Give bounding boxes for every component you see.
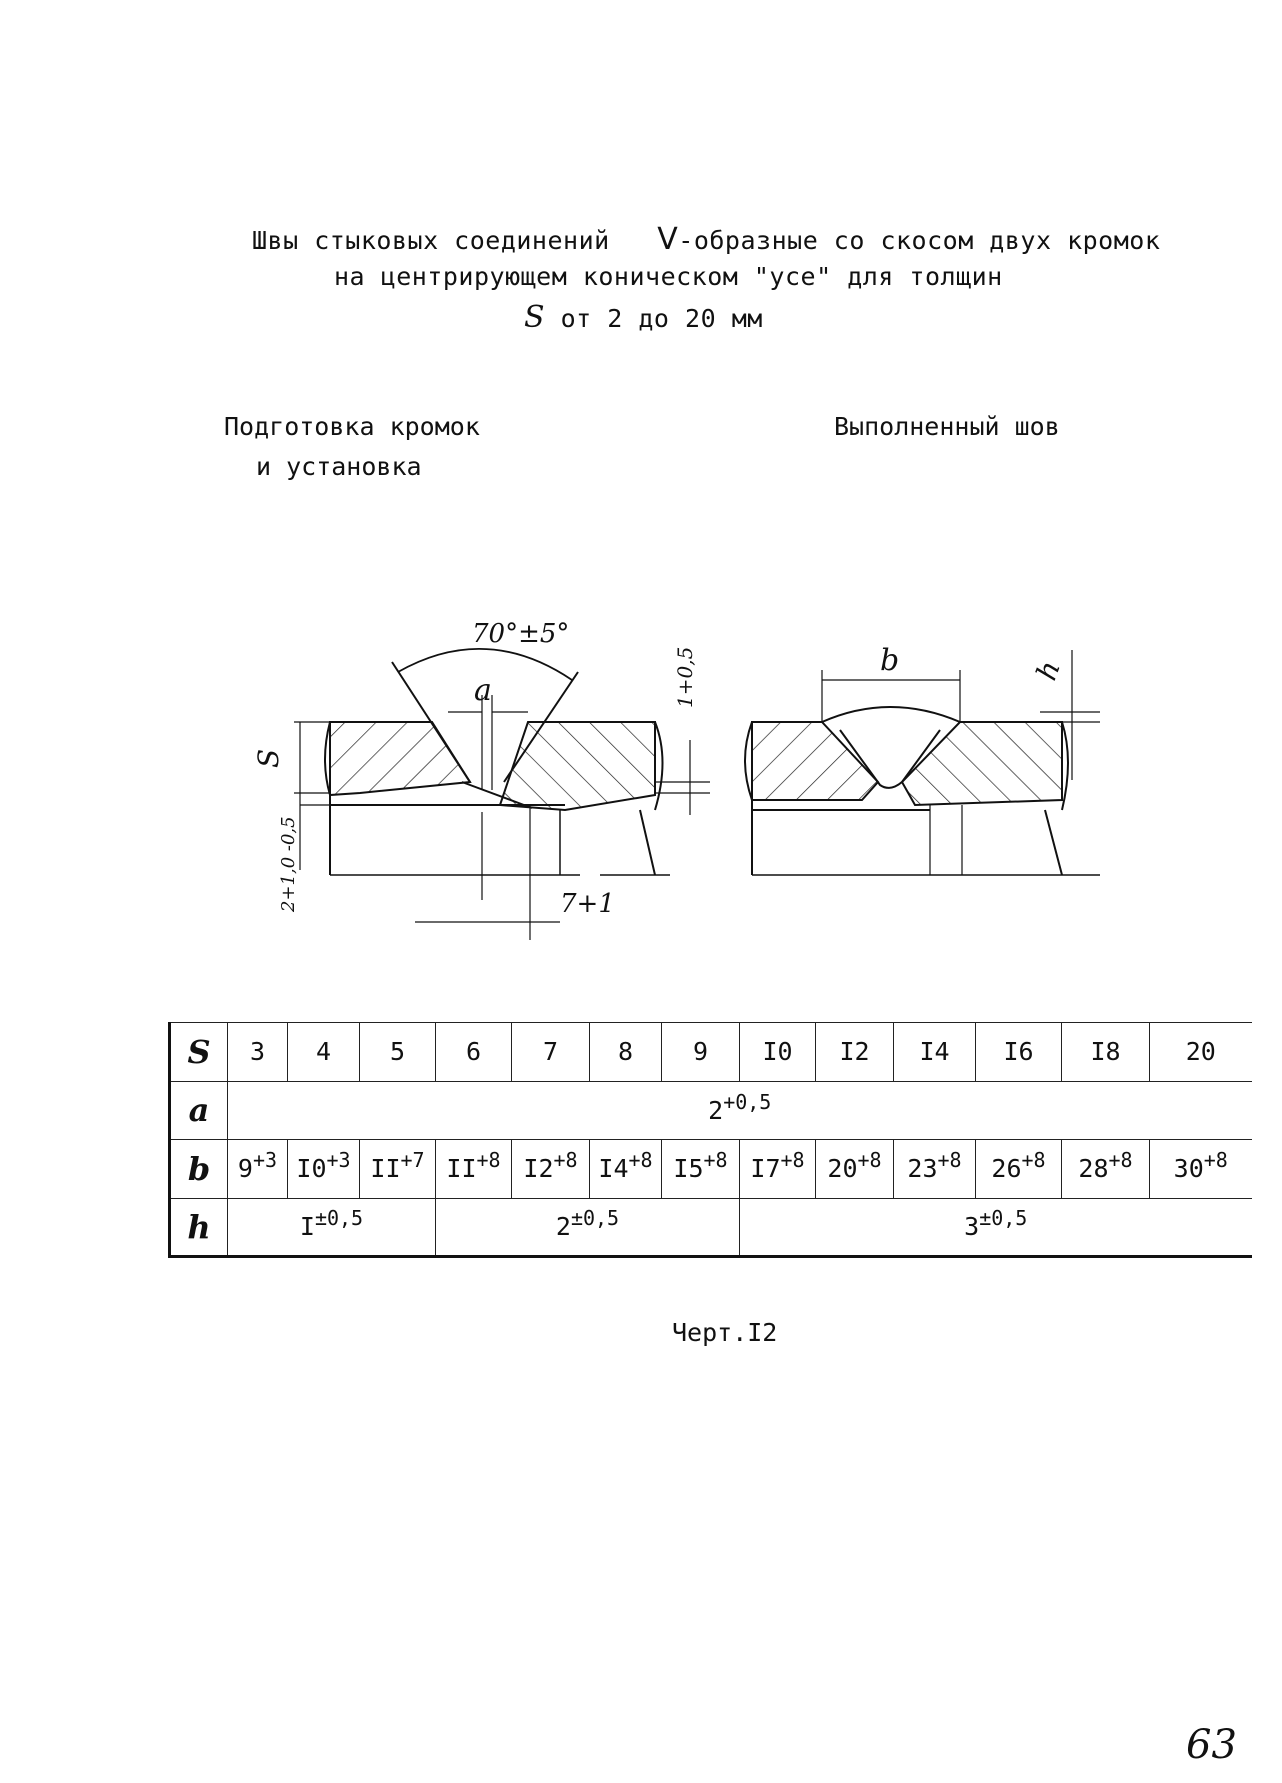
b-value-tolerance: +8: [937, 1148, 962, 1173]
a-value-tolerance: +0,5: [723, 1089, 772, 1114]
title-line-2: на центрирующем коническом "усе" для толщин: [334, 262, 1003, 291]
s-value: 20: [1150, 1023, 1252, 1082]
h-value-tolerance: ±0,5: [979, 1206, 1028, 1231]
h-value-tolerance: ±0,5: [570, 1206, 620, 1231]
b-value-cell: [894, 1140, 976, 1199]
row-label-s: S: [170, 1023, 228, 1082]
b-value-tolerance: +8: [703, 1148, 728, 1173]
b-value-cell: [976, 1140, 1062, 1199]
b-value-tolerance: +8: [1203, 1148, 1228, 1173]
h-value-base: 2: [555, 1212, 571, 1242]
b-value-cell: [740, 1140, 816, 1199]
title-line-1-prefix: Швы стыковых соединений: [252, 226, 610, 255]
s-value: I6: [976, 1023, 1062, 1082]
b-value-base: II: [446, 1154, 477, 1184]
h-value-tolerance: ±0,5: [314, 1206, 364, 1231]
caption-preparation: Подготовка кромок: [224, 412, 480, 441]
table-row-h: [170, 1198, 1252, 1257]
b-value-base: II: [370, 1154, 401, 1184]
gap-a-label: a: [474, 673, 492, 708]
b-value-cell: [512, 1140, 590, 1199]
s-value: 4: [288, 1023, 360, 1082]
bead-width-b-label: b: [880, 643, 900, 678]
b-value-base: I5: [673, 1154, 704, 1184]
b-value-base: I4: [598, 1154, 629, 1184]
b-value-cell: [436, 1140, 512, 1199]
a-value-base: 2: [708, 1095, 724, 1125]
s-value: 8: [590, 1023, 662, 1082]
caption-finished-weld: Выполненный шов: [834, 412, 1060, 441]
a-value-cell: [228, 1081, 1252, 1140]
s-value: I2: [816, 1023, 894, 1082]
s-value: I0: [740, 1023, 816, 1082]
bead-height-h-label: h: [1029, 656, 1067, 685]
title-line-1-suffix: -образные со скосом двух кромок: [678, 226, 1161, 255]
finished-weld-drawing: [745, 650, 1100, 875]
dimensions-table: [168, 1022, 1252, 1258]
b-value-base: 9: [237, 1154, 253, 1184]
offset-left-label: 2+1,0 -0,5: [278, 816, 299, 912]
title-line-3-suffix: от 2 до 20 мм: [560, 304, 763, 333]
b-value-cell: [288, 1140, 360, 1199]
offset-right-label: 1+0,5: [673, 646, 697, 708]
row-label-b: b: [170, 1140, 228, 1199]
b-value-tolerance: +7: [400, 1148, 425, 1173]
title-v-symbol: V: [657, 222, 679, 257]
b-value-cell: [662, 1140, 740, 1199]
caption-installation: и установка: [256, 452, 422, 481]
b-value-tolerance: +3: [252, 1148, 278, 1173]
b-value-tolerance: +8: [1021, 1148, 1046, 1173]
b-value-cell: [590, 1140, 662, 1199]
page-number: 63: [1186, 1722, 1237, 1768]
b-value-base: 20: [827, 1154, 858, 1184]
preparation-drawing: [294, 646, 710, 940]
table-row-b: [170, 1140, 1252, 1199]
h-value-cell: [740, 1198, 1252, 1257]
s-value: 9: [662, 1023, 740, 1082]
weld-drawing: [0, 600, 1282, 960]
bottom-dim-label: 7+1: [560, 889, 615, 919]
b-value-base: 26: [991, 1154, 1022, 1184]
table-row-s: [170, 1023, 1252, 1082]
row-label-a: a: [170, 1081, 228, 1140]
row-label-h: h: [170, 1198, 228, 1257]
b-value-tolerance: +8: [553, 1148, 578, 1173]
s-value: 7: [512, 1023, 590, 1082]
b-value-cell: [228, 1140, 288, 1199]
b-value-base: I7: [750, 1154, 781, 1184]
s-value: 6: [436, 1023, 512, 1082]
figure-caption: Черт.I2: [672, 1318, 778, 1347]
b-value-tolerance: +8: [628, 1148, 653, 1173]
title-line-1: [252, 222, 1160, 257]
b-value-base: 30: [1173, 1154, 1204, 1184]
b-value-tolerance: +8: [780, 1148, 805, 1173]
b-value-base: I0: [296, 1154, 327, 1184]
h-value-cell: [436, 1198, 740, 1257]
table-row-a: [170, 1081, 1252, 1140]
b-value-base: 23: [907, 1154, 938, 1184]
b-value-tolerance: +8: [476, 1148, 501, 1173]
title-line-3: [524, 300, 763, 335]
s-value: 5: [360, 1023, 436, 1082]
angle-label: 70°±5°: [472, 619, 570, 649]
h-value-base: 3: [964, 1212, 980, 1242]
thickness-s-label: S: [252, 748, 285, 768]
h-value-cell: [228, 1198, 436, 1257]
b-value-cell: [1150, 1140, 1252, 1199]
s-value: I8: [1062, 1023, 1150, 1082]
title-s-symbol: S: [524, 300, 546, 335]
b-value-base: 28: [1078, 1154, 1109, 1184]
s-value: I4: [894, 1023, 976, 1082]
b-value-tolerance: +8: [857, 1148, 882, 1173]
b-value-base: I2: [523, 1154, 554, 1184]
h-value-base: I: [299, 1212, 315, 1242]
b-value-cell: [1062, 1140, 1150, 1199]
b-value-tolerance: +3: [326, 1148, 351, 1173]
b-value-tolerance: +8: [1108, 1148, 1133, 1173]
b-value-cell: [816, 1140, 894, 1199]
s-value: 3: [228, 1023, 288, 1082]
b-value-cell: [360, 1140, 436, 1199]
